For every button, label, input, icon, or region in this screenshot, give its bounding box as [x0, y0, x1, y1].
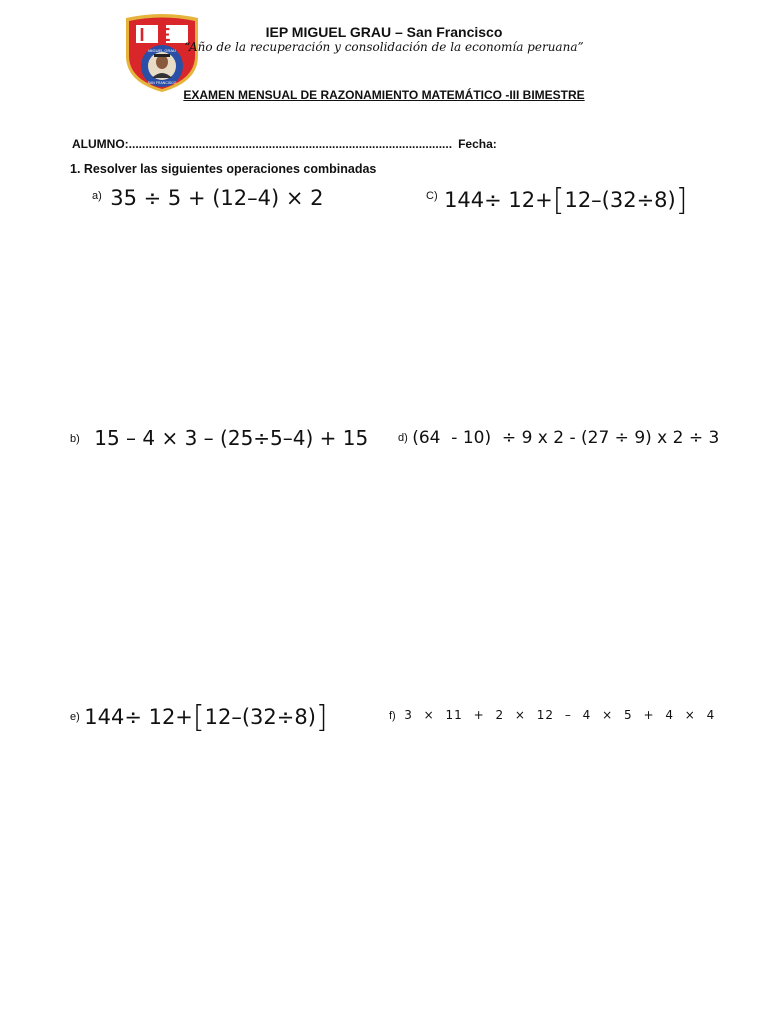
exercise-f-expression: 3 × 11 + 2 × 12 – 4 × 5 + 4 × 4 [404, 708, 716, 722]
school-motto: “Año de la recuperación y consolidación de la economía peruana” [184, 40, 584, 54]
alumno-label: ALUMNO: [72, 137, 129, 151]
school-name-text: IEP MIGUEL GRAU – San Francisco [265, 24, 503, 40]
exercise-d-expression: (64 - 10) ÷ 9 x 2 - (27 ÷ 9) x 2 ÷ 3 [412, 428, 720, 448]
exercise-e [70, 700, 328, 735]
exercise-b-label: b) [70, 433, 80, 445]
exercise-d-label: d) [398, 432, 408, 444]
exercise-f [389, 706, 715, 724]
logo-ring-top: MIGUEL GRAU [148, 48, 176, 53]
exercise-c-expression: 144÷ 12+ [444, 188, 553, 212]
exercise-e-label: e) [70, 711, 80, 723]
exercise-f-label: f) [389, 710, 396, 722]
question-1-title: 1. Resolver las siguientes operaciones combinadas [70, 162, 377, 176]
logo-letters: IE [139, 25, 185, 45]
exercise-a-expression: 35 ÷ 5 + (12–4) × 2 [110, 186, 324, 210]
right-bracket: ] [315, 700, 328, 735]
exercise-e-inner: 12–(32÷8) [204, 705, 316, 729]
left-bracket: [ [552, 183, 565, 218]
exercise-e-expression: 144÷ 12+ [84, 705, 193, 729]
exercise-b-expression: 15 – 4 × 3 – (25÷5–4) + 15 [94, 426, 369, 450]
exam-title: EXAMEN MENSUAL DE RAZONAMIENTO MATEMÁTICO -III BIMESTRE [183, 88, 585, 102]
alumno-dots: ................................................................................................. [128, 137, 453, 151]
exercise-a [92, 186, 324, 210]
fecha-label: Fecha: [458, 137, 497, 151]
right-bracket: ] [675, 183, 688, 218]
left-bracket: [ [192, 700, 205, 735]
exercise-c [426, 183, 687, 218]
exercise-c-label: C) [426, 190, 438, 202]
school-name [0, 24, 768, 40]
student-info-line [72, 137, 497, 151]
logo-ring-bottom: SAN FRANCISCO [147, 81, 177, 85]
exercise-d [398, 428, 719, 448]
exercise-a-label: a) [92, 190, 102, 202]
exercise-b [70, 426, 368, 450]
exercise-c-inner: 12–(32÷8) [564, 188, 676, 212]
